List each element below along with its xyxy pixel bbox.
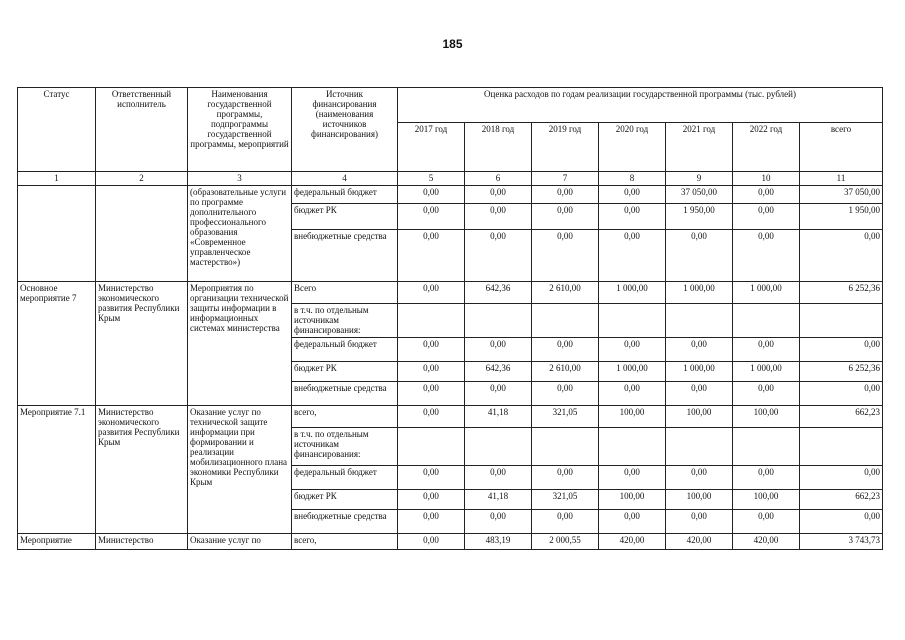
column-number: 7 bbox=[532, 172, 599, 186]
year-value-cell: 0,00 bbox=[398, 204, 465, 230]
year-value-cell: 100,00 bbox=[733, 406, 800, 428]
year-value-cell bbox=[599, 304, 666, 338]
year-value-cell: 0,00 bbox=[599, 204, 666, 230]
year-value-cell bbox=[532, 428, 599, 466]
year-value-cell: 642,36 bbox=[465, 282, 532, 304]
year-value-cell: 2 000,55 bbox=[532, 534, 599, 550]
funding-source-cell: всего, bbox=[292, 406, 398, 428]
year-value-cell: 0,00 bbox=[398, 382, 465, 406]
year-value-cell: 1 000,00 bbox=[666, 362, 733, 382]
table-row bbox=[18, 534, 883, 550]
funding-source-cell: федеральный бюджет bbox=[292, 466, 398, 490]
total-value-cell bbox=[800, 428, 883, 466]
total-value-cell: 0,00 bbox=[800, 230, 883, 282]
total-value-cell: 37 050,00 bbox=[800, 186, 883, 204]
year-value-cell: 41,18 bbox=[465, 490, 532, 510]
column-number: 4 bbox=[292, 172, 398, 186]
header-status: Статус bbox=[18, 88, 96, 172]
year-value-cell bbox=[398, 304, 465, 338]
year-value-cell: 100,00 bbox=[599, 490, 666, 510]
column-number: 1 bbox=[18, 172, 96, 186]
year-value-cell: 0,00 bbox=[666, 466, 733, 490]
year-value-cell: 100,00 bbox=[666, 406, 733, 428]
header-executor: Ответственный исполнитель bbox=[96, 88, 188, 172]
total-value-cell: 0,00 bbox=[800, 382, 883, 406]
total-value-cell bbox=[800, 304, 883, 338]
year-value-cell: 0,00 bbox=[532, 382, 599, 406]
year-value-cell bbox=[666, 304, 733, 338]
year-value-cell: 0,00 bbox=[733, 338, 800, 362]
year-value-cell bbox=[666, 428, 733, 466]
funding-source-cell: федеральный бюджет bbox=[292, 186, 398, 204]
year-value-cell: 0,00 bbox=[465, 230, 532, 282]
program-name-cell: Оказание услуг по технической защите информации при формировании и реализации мобилизационного плана экономики Республики Крым bbox=[188, 406, 292, 534]
header-year: 2022 год bbox=[733, 123, 800, 172]
year-value-cell: 420,00 bbox=[733, 534, 800, 550]
funding-source-cell: в т.ч. по отдельным источникам финансирования: bbox=[292, 428, 398, 466]
year-value-cell: 0,00 bbox=[733, 382, 800, 406]
year-value-cell: 1 000,00 bbox=[733, 282, 800, 304]
year-value-cell: 321,05 bbox=[532, 406, 599, 428]
year-value-cell: 420,00 bbox=[599, 534, 666, 550]
year-value-cell: 1 950,00 bbox=[666, 204, 733, 230]
total-value-cell: 6 252,36 bbox=[800, 282, 883, 304]
year-value-cell: 0,00 bbox=[465, 382, 532, 406]
header-name: Наименования государственной программы, подпрограммы государственной программы, мероприятий bbox=[188, 88, 292, 172]
year-value-cell: 0,00 bbox=[465, 338, 532, 362]
column-number: 5 bbox=[398, 172, 465, 186]
year-value-cell: 0,00 bbox=[398, 338, 465, 362]
status-cell bbox=[18, 186, 96, 282]
year-value-cell: 0,00 bbox=[599, 466, 666, 490]
total-value-cell: 0,00 bbox=[800, 466, 883, 490]
year-value-cell: 483,19 bbox=[465, 534, 532, 550]
column-number: 2 bbox=[96, 172, 188, 186]
year-value-cell: 0,00 bbox=[666, 382, 733, 406]
year-value-cell: 1 000,00 bbox=[666, 282, 733, 304]
year-value-cell: 0,00 bbox=[532, 230, 599, 282]
funding-source-cell: в т.ч. по отдельным источникам финансирования: bbox=[292, 304, 398, 338]
status-cell: Мероприятие bbox=[18, 534, 96, 550]
year-value-cell: 2 610,00 bbox=[532, 362, 599, 382]
header-estimate: Оценка расходов по годам реализации государственной программы (тыс. рублей) bbox=[398, 88, 883, 123]
funding-source-cell: Всего bbox=[292, 282, 398, 304]
year-value-cell: 0,00 bbox=[398, 362, 465, 382]
year-value-cell bbox=[733, 304, 800, 338]
total-value-cell: 0,00 bbox=[800, 510, 883, 534]
header-total: всего bbox=[800, 123, 883, 172]
year-value-cell: 0,00 bbox=[666, 510, 733, 534]
total-value-cell: 662,23 bbox=[800, 406, 883, 428]
year-value-cell: 0,00 bbox=[532, 186, 599, 204]
year-value-cell: 0,00 bbox=[465, 510, 532, 534]
year-value-cell: 41,18 bbox=[465, 406, 532, 428]
header-source: Источник финансирования (наименования источников финансирования) bbox=[292, 88, 398, 172]
year-value-cell: 0,00 bbox=[398, 406, 465, 428]
year-value-cell: 0,00 bbox=[465, 186, 532, 204]
funding-source-cell: федеральный бюджет bbox=[292, 338, 398, 362]
total-value-cell: 0,00 bbox=[800, 338, 883, 362]
year-value-cell: 0,00 bbox=[532, 204, 599, 230]
year-value-cell: 321,05 bbox=[532, 490, 599, 510]
year-value-cell: 0,00 bbox=[733, 230, 800, 282]
year-value-cell bbox=[599, 428, 666, 466]
funding-source-cell: внебюджетные средства bbox=[292, 230, 398, 282]
year-value-cell: 0,00 bbox=[465, 204, 532, 230]
year-value-cell: 0,00 bbox=[398, 230, 465, 282]
year-value-cell: 0,00 bbox=[599, 338, 666, 362]
column-number: 10 bbox=[733, 172, 800, 186]
year-value-cell: 0,00 bbox=[733, 186, 800, 204]
total-value-cell: 3 743,73 bbox=[800, 534, 883, 550]
funding-source-cell: бюджет РК bbox=[292, 204, 398, 230]
table-row bbox=[18, 186, 883, 204]
column-number: 9 bbox=[666, 172, 733, 186]
year-value-cell: 0,00 bbox=[532, 338, 599, 362]
total-value-cell: 662,23 bbox=[800, 490, 883, 510]
year-value-cell: 2 610,00 bbox=[532, 282, 599, 304]
executor-cell: Министерство экономического развития Республики Крым bbox=[96, 406, 188, 534]
funding-source-cell: внебюджетные средства bbox=[292, 382, 398, 406]
year-value-cell: 0,00 bbox=[532, 510, 599, 534]
executor-cell: Министерство экономического развития Республики Крым bbox=[96, 282, 188, 406]
year-value-cell: 1 000,00 bbox=[599, 362, 666, 382]
program-name-cell: Оказание услуг по bbox=[188, 534, 292, 550]
year-value-cell: 0,00 bbox=[733, 204, 800, 230]
year-value-cell: 420,00 bbox=[666, 534, 733, 550]
year-value-cell bbox=[532, 304, 599, 338]
year-value-cell: 0,00 bbox=[398, 510, 465, 534]
column-number-row bbox=[18, 172, 883, 186]
year-value-cell: 0,00 bbox=[398, 282, 465, 304]
budget-table bbox=[17, 87, 883, 550]
year-value-cell: 0,00 bbox=[599, 186, 666, 204]
year-value-cell bbox=[465, 304, 532, 338]
year-value-cell: 0,00 bbox=[599, 510, 666, 534]
funding-source-cell: бюджет РК bbox=[292, 490, 398, 510]
year-value-cell: 1 000,00 bbox=[733, 362, 800, 382]
year-value-cell: 0,00 bbox=[398, 490, 465, 510]
column-number: 3 bbox=[188, 172, 292, 186]
year-value-cell: 0,00 bbox=[666, 338, 733, 362]
executor-cell: Министерство bbox=[96, 534, 188, 550]
year-value-cell bbox=[733, 428, 800, 466]
total-value-cell: 1 950,00 bbox=[800, 204, 883, 230]
year-value-cell: 0,00 bbox=[599, 382, 666, 406]
column-number: 6 bbox=[465, 172, 532, 186]
total-value-cell: 6 252,36 bbox=[800, 362, 883, 382]
program-name-cell: Мероприятия по организации технической защиты информации в информационных системах министерства bbox=[188, 282, 292, 406]
status-cell: Основное мероприятие 7 bbox=[18, 282, 96, 406]
page-number: 185 bbox=[442, 37, 463, 51]
header-year: 2021 год bbox=[666, 123, 733, 172]
executor-cell bbox=[96, 186, 188, 282]
year-value-cell bbox=[398, 428, 465, 466]
year-value-cell: 0,00 bbox=[398, 186, 465, 204]
funding-source-cell: всего, bbox=[292, 534, 398, 550]
year-value-cell: 1 000,00 bbox=[599, 282, 666, 304]
year-value-cell: 0,00 bbox=[398, 534, 465, 550]
table-row bbox=[18, 406, 883, 428]
year-value-cell: 0,00 bbox=[733, 510, 800, 534]
column-number: 11 bbox=[800, 172, 883, 186]
funding-source-cell: бюджет РК bbox=[292, 362, 398, 382]
header-year: 2017 год bbox=[398, 123, 465, 172]
year-value-cell: 0,00 bbox=[532, 466, 599, 490]
year-value-cell: 100,00 bbox=[666, 490, 733, 510]
year-value-cell: 0,00 bbox=[465, 466, 532, 490]
header-year: 2018 год bbox=[465, 123, 532, 172]
header-year: 2020 год bbox=[599, 123, 666, 172]
year-value-cell: 0,00 bbox=[666, 230, 733, 282]
funding-source-cell: внебюджетные средства bbox=[292, 510, 398, 534]
table-row bbox=[18, 282, 883, 304]
year-value-cell: 0,00 bbox=[733, 466, 800, 490]
year-value-cell: 100,00 bbox=[733, 490, 800, 510]
status-cell: Мероприятие 7.1 bbox=[18, 406, 96, 534]
year-value-cell: 0,00 bbox=[398, 466, 465, 490]
header-year: 2019 год bbox=[532, 123, 599, 172]
program-name-cell: (образовательные услуги по программе дополнительного профессионального образования «Современное управленческое мастерство») bbox=[188, 186, 292, 282]
column-number: 8 bbox=[599, 172, 666, 186]
year-value-cell bbox=[465, 428, 532, 466]
year-value-cell: 100,00 bbox=[599, 406, 666, 428]
year-value-cell: 37 050,00 bbox=[666, 186, 733, 204]
year-value-cell: 0,00 bbox=[599, 230, 666, 282]
year-value-cell: 642,36 bbox=[465, 362, 532, 382]
